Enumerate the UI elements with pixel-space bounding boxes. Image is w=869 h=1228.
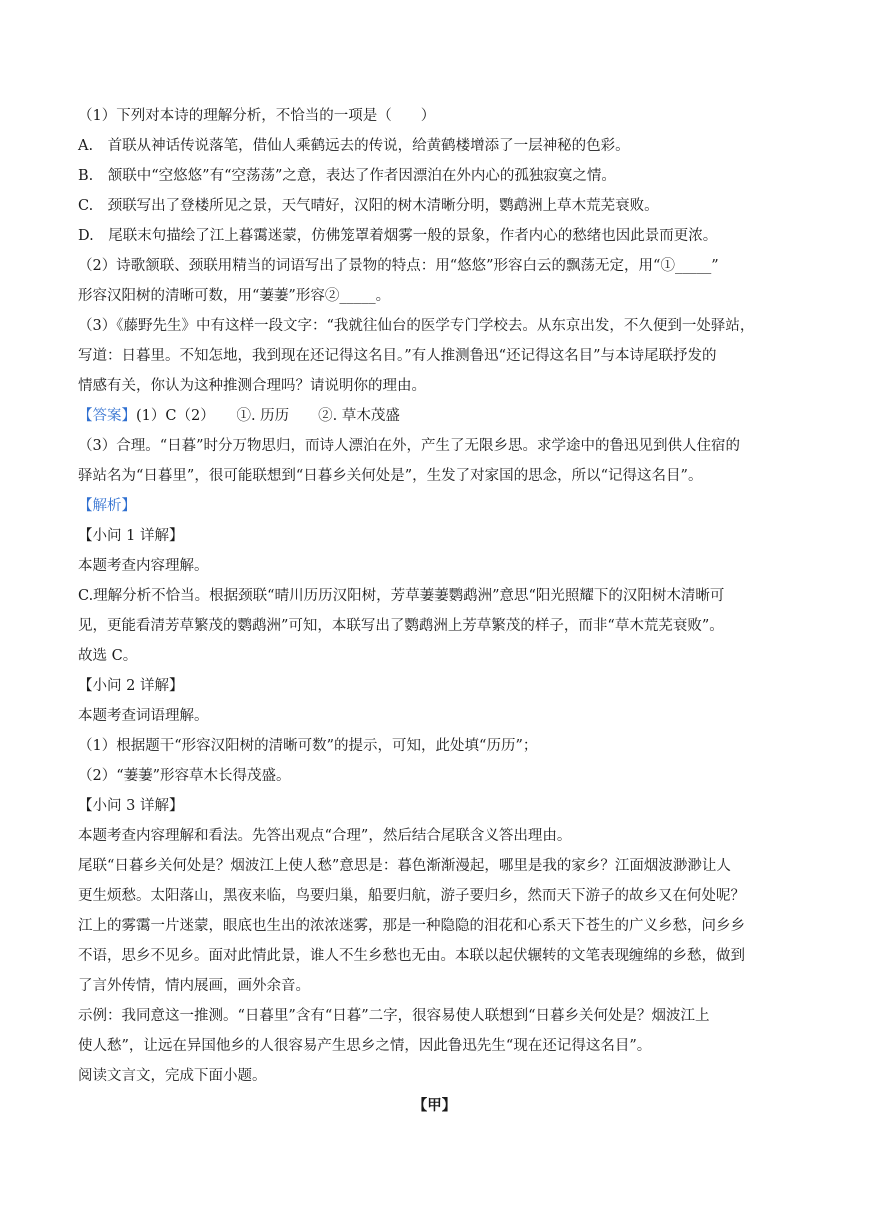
- sub-question-2-title: 【小问 2 详解】: [78, 678, 184, 694]
- sub-question-1-line: 见，更能看清芳草繁茂的鹦鹉洲”可知，本联写出了鹦鹉洲上芳草繁茂的样子，而非“草木荒芜衰败”。: [78, 618, 724, 634]
- section-marker: 【甲】: [412, 1097, 457, 1114]
- option-c: C. 颈联写出了登楼所见之景，天气晴好，汉阳的树木清晰分明，鹦鹉洲上草木荒芜衰败。: [78, 198, 659, 214]
- answer-line-1: [78, 406, 794, 426]
- answer-line-3: 驿站名为“日暮里”，很可能联想到“日暮乡关何处是”，生发了对家国的思念，所以“记得这名目”。: [78, 468, 703, 484]
- sub-question-2-line: 本题考查词语理解。: [78, 708, 209, 724]
- sub-question-3-line: 了言外传情，情内展画，画外余音。: [78, 978, 310, 994]
- sub-question-1-line: 本题考查内容理解。: [78, 558, 209, 574]
- option-d: D. 尾联末句描绘了江上暮霭迷蒙，仿佛笼罩着烟雾一般的景象，作者内心的愁绪也因此景而更浓。: [78, 228, 718, 244]
- question-1-stem: （1）下列对本诗的理解分析，不恰当的一项是（ ）: [78, 108, 436, 124]
- question-2-line-1: （2）诗歌颔联、颈联用精当的词语写出了景物的特点：用“悠悠”形容白云的飘荡无定，用“①_____”: [78, 258, 719, 274]
- sub-question-3-line: 不语，思乡不见乡。面对此情此景，谁人不生乡愁也无由。本联以起伏辗转的文笔表现缠绵的乡愁，做到: [78, 948, 745, 964]
- answer-text: (1）C（2） ①. 历历 ②. 草木茂盛: [136, 408, 400, 424]
- sub-question-1-title: 【小问 1 详解】: [78, 528, 184, 544]
- sub-question-1-line: C.理解分析不恰当。根据颈联“晴川历历汉阳树，芳草萋萋鹦鹉洲”意思“阳光照耀下的汉阳树木清晰可: [78, 588, 725, 604]
- sub-question-3-line: 示例：我同意这一推测。“日暮里”含有“日暮”二字，很容易使人联想到“日暮乡关何处是？烟波江上: [78, 1008, 710, 1024]
- sub-question-2-line: （1）根据题干“形容汉阳树的清晰可数”的提示，可知，此处填“历历”；: [78, 738, 538, 754]
- sub-question-3-title: 【小问 3 详解】: [78, 798, 184, 814]
- sub-question-3-line: 江上的雾霭一片迷蒙，眼底也生出的浓浓迷雾，那是一种隐隐的泪花和心系天下苍生的广义乡愁，问乡乡: [78, 918, 745, 934]
- answer-line-2: （3）合理。“日暮”时分万物思归，而诗人漂泊在外，产生了无限乡思。求学途中的鲁迅见到供人住宿的: [78, 438, 741, 454]
- analysis-label: 【解析】: [78, 498, 136, 514]
- sub-question-3-line: 本题考查内容理解和看法。先答出观点“合理”，然后结合尾联含义答出理由。: [78, 828, 572, 844]
- question-2-line-2: 形容汉阳树的清晰可数，用“萋萋”形容②_____。: [78, 288, 391, 304]
- question-3-line-1: （3）《藤野先生》中有这样一段文字：“我就往仙台的医学专门学校去。从东京出发，不久便到一处驿站，: [78, 318, 755, 334]
- sub-question-1-line: 故选 C。: [78, 648, 138, 664]
- sub-question-3-line: 更生烦愁。太阳落山，黑夜来临，鸟要归巢，船要归航，游子要归乡，然而天下游子的故乡又在何处呢？: [78, 888, 745, 904]
- sub-question-2-line: （2）“萋萋”形容草木长得茂盛。: [78, 768, 291, 784]
- answer-label: 【答案】: [78, 408, 136, 424]
- sub-question-3-line: 使人愁”，让远在异国他乡的人很容易产生思乡之情，因此鲁迅先生“现在还记得这名目”。: [78, 1038, 652, 1054]
- option-b: B. 颔联中“空悠悠”有“空荡荡”之意，表达了作者因漂泊在外内心的孤独寂寞之情。: [78, 168, 616, 184]
- option-a: A. 首联从神话传说落笔，借仙人乘鹤远去的传说，给黄鹤楼增添了一层神秘的色彩。: [78, 138, 630, 154]
- question-3-line-3: 情感有关，你认为这种推测合理吗？请说明你的理由。: [78, 378, 426, 394]
- sub-question-3-line: 阅读文言文，完成下面小题。: [78, 1068, 267, 1084]
- sub-question-3-line: 尾联“日暮乡关何处是？烟波江上使人愁”意思是：暮色渐渐漫起，哪里是我的家乡？江面烟波渺渺让人: [78, 858, 731, 874]
- question-3-line-2: 写道：日暮里。不知怎地，我到现在还记得这名目。”有人推测鲁迅“还记得这名目”与本诗尾联抒发的: [78, 348, 717, 364]
